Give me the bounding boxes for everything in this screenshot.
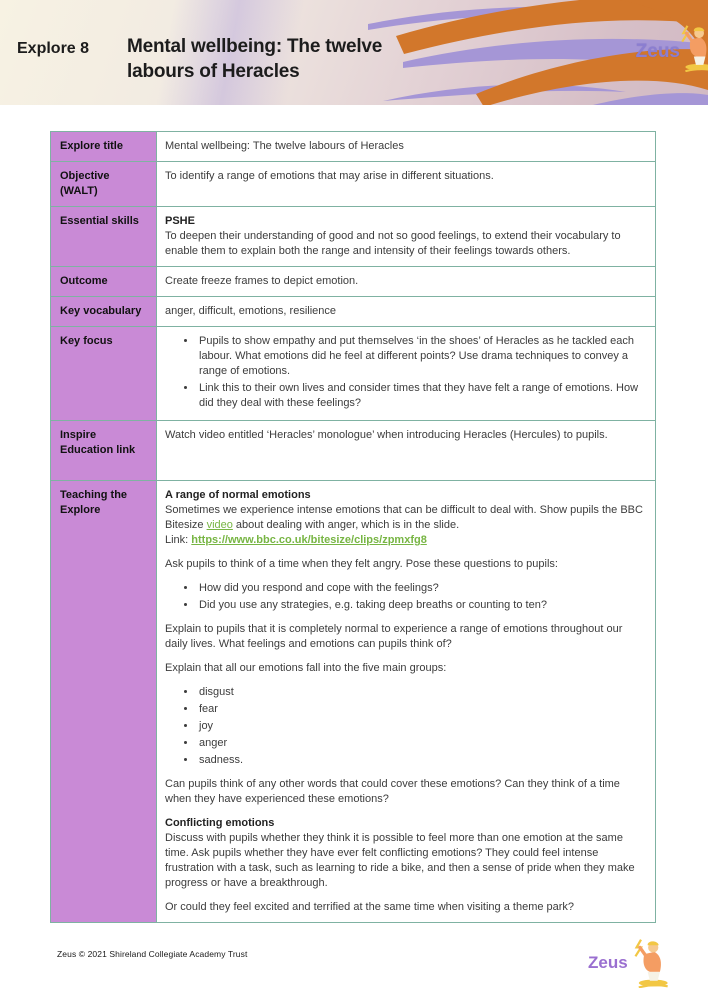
teaching-p1-text: Sometimes we experience intense emotions that can be difficult to deal with. Show pupils the BBC Bitesize <box>165 504 643 531</box>
footer-brand-zeus: Zeus <box>588 953 628 972</box>
row-label-inspire-link: Inspire Education link <box>51 421 157 481</box>
teaching-paragraph-6: Discuss with pupils whether they think it is possible to feel more than one emotion at the same time. Ask pupils whether they have ever felt conflicting emotions? They could feel intense frustration with a task, such as learning to ride a bike, and then a sense of pride when they make progress or have a breakthrough. <box>165 832 635 889</box>
explore-label: Explore 8 <box>17 40 90 57</box>
emotion-bullet: • fear <box>197 702 646 717</box>
row-value-objective: To identify a range of emotions that may arise in different situations. <box>157 162 656 207</box>
emotion-bullet: • anger <box>197 736 646 751</box>
row-label-explore-title: Explore title <box>51 132 157 162</box>
bbc-bitesize-url-link[interactable]: https://www.bbc.co.uk/bitesize/clips/zpmxfg8 <box>191 534 427 546</box>
teaching-paragraph-4: Explain that all our emotions fall into the five main groups: <box>165 662 447 674</box>
table-row-key-focus <box>51 327 656 421</box>
emotion-groups-bullet-list <box>165 685 646 768</box>
row-value-teaching <box>157 481 656 923</box>
row-label-objective: Objective (WALT) <box>51 162 157 207</box>
emotion-bullet: • disgust <box>197 685 646 700</box>
page-title: Mental wellbeing: The twelve labours of Heracles <box>127 36 383 83</box>
teaching-paragraph-2: Ask pupils to think of a time when they felt angry. Pose these questions to pupils: <box>165 558 558 570</box>
row-label-key-focus: Key focus <box>51 327 157 421</box>
emotion-bullet: • joy <box>197 719 646 734</box>
row-value-key-focus <box>157 327 656 421</box>
zeus-figure-icon <box>678 24 708 72</box>
teaching-paragraph-3: Explain to pupils that it is completely normal to experience a range of emotions throughout our daily lives. What feelings and emotions can pupils think of? <box>165 623 623 650</box>
teaching-question-bullet: • Did you use any strategies, e.g. taking deep breaths or counting to ten? <box>197 598 646 613</box>
row-label-teaching: Teaching the Explore <box>51 481 157 923</box>
essential-skills-body: To deepen their understanding of good and not so good feelings, to extend their vocabulary to enable them to explain both the range and intensity of their feelings towards others. <box>165 230 621 257</box>
table-row-objective <box>51 162 656 207</box>
teaching-paragraph-1 <box>165 503 646 548</box>
row-value-essential-skills <box>157 207 656 267</box>
key-focus-bullet-list <box>165 334 646 411</box>
table-row-outcome <box>51 267 656 297</box>
table-row-teaching <box>51 481 656 923</box>
row-value-key-vocabulary: anger, difficult, emotions, resilience <box>157 297 656 327</box>
emotion-bullet: • sadness. <box>197 753 646 768</box>
table-row-essential-skills <box>51 207 656 267</box>
page-header <box>0 0 708 105</box>
teaching-section2-heading: Conflicting emotions <box>165 817 275 829</box>
link-label: Link: <box>165 534 192 546</box>
table-row-explore-title <box>51 132 656 162</box>
row-label-outcome: Outcome <box>51 267 157 297</box>
table-row-key-vocabulary <box>51 297 656 327</box>
zeus-figure-icon <box>631 938 671 988</box>
teaching-question-bullet: • How did you respond and cope with the feelings? <box>197 581 646 596</box>
teaching-p1-text-after: about dealing with anger, which is in the slide. <box>232 519 460 531</box>
footer-copyright: Zeus © 2021 Shireland Collegiate Academy Trust <box>57 949 248 959</box>
row-value-outcome: Create freeze frames to depict emotion. <box>157 267 656 297</box>
lesson-plan-table <box>50 131 656 923</box>
teaching-section1-heading: A range of normal emotions <box>165 489 311 501</box>
row-value-inspire-link: Watch video entitled ‘Heracles’ monologue’ when introducing Heracles (Hercules) to pupils. <box>157 421 656 481</box>
row-label-key-vocabulary: Key vocabulary <box>51 297 157 327</box>
bbc-video-link[interactable]: video <box>206 519 233 531</box>
row-label-essential-skills: Essential skills <box>51 207 157 267</box>
footer-logo <box>588 938 671 988</box>
key-focus-bullet: • Pupils to show empathy and put themselves ‘in the shoes’ of Heracles as he tackled each labour. What emotions did he feel at different points? Use drama techniques to convey a range of emotions. <box>197 334 646 379</box>
teaching-questions-bullet-list <box>165 581 646 613</box>
table-row-inspire-link <box>51 421 656 481</box>
header-brand-zeus: Zeus <box>635 41 680 62</box>
row-value-explore-title: Mental wellbeing: The twelve labours of Heracles <box>157 132 656 162</box>
key-focus-bullet: • Link this to their own lives and consider times that they have felt a range of emotions. How did they deal with these feelings? <box>197 381 646 411</box>
teaching-paragraph-5: Can pupils think of any other words that could cover these emotions? Can they think of a time when they have experienced these emotions? <box>165 778 620 805</box>
essential-skills-heading: PSHE <box>165 215 195 227</box>
teaching-paragraph-7: Or could they feel excited and terrified at the same time when visiting a theme park? <box>165 901 575 913</box>
